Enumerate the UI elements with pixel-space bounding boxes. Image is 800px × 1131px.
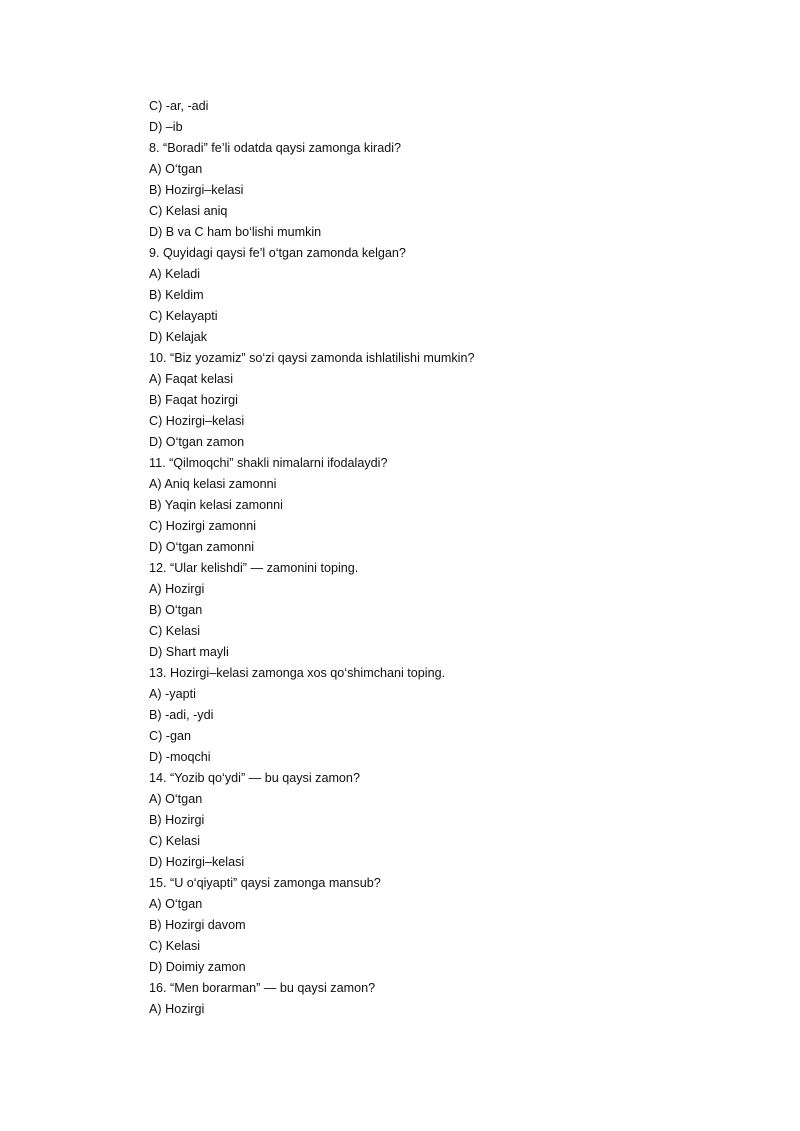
answer-option-line: D) B va C ham bo‘lishi mumkin (149, 225, 322, 239)
answer-option-line: B) Faqat hozirgi (149, 393, 238, 407)
question-line: 13. Hozirgi–kelasi zamonga xos qo‘shimchani toping. (149, 666, 446, 680)
answer-option-line: A) O‘tgan (149, 162, 203, 176)
answer-option-line: C) Hozirgi–kelasi (149, 414, 245, 428)
answer-option-line: A) -yapti (149, 687, 196, 701)
answer-option-line: D) Kelajak (149, 330, 208, 344)
answer-option-line: D) –ib (149, 120, 183, 134)
document-body (149, 96, 709, 1020)
question-line: 10. “Biz yozamiz” so‘zi qaysi zamonda ishlatilishi mumkin? (149, 351, 475, 365)
answer-option-line: B) Hozirgi davom (149, 918, 246, 932)
answer-option-line: C) Kelasi aniq (149, 204, 228, 218)
answer-option-line: A) Hozirgi (149, 582, 205, 596)
answer-option-line: A) Hozirgi (149, 1002, 205, 1016)
answer-option-line: D) O‘tgan zamonni (149, 540, 254, 554)
answer-option-line: D) Shart mayli (149, 645, 229, 659)
answer-option-line: A) Faqat kelasi (149, 372, 233, 386)
answer-option-line: C) Kelasi (149, 939, 201, 953)
answer-option-line: D) Doimiy zamon (149, 960, 246, 974)
question-line: 11. “Qilmoqchi” shakli nimalarni ifodalaydi? (149, 456, 388, 470)
question-line: 8. “Boradi” fe’li odatda qaysi zamonga kiradi? (149, 141, 402, 155)
answer-option-line: C) -ar, -adi (149, 99, 209, 113)
answer-option-line: C) Kelasi (149, 834, 201, 848)
answer-option-line: C) Hozirgi zamonni (149, 519, 257, 533)
answer-option-line: C) Kelasi (149, 624, 201, 638)
answer-option-line: B) Hozirgi (149, 813, 205, 827)
answer-option-line: D) Hozirgi–kelasi (149, 855, 245, 869)
answer-option-line: D) O‘tgan zamon (149, 435, 245, 449)
answer-option-line: B) O‘tgan (149, 603, 203, 617)
answer-option-line: A) O‘tgan (149, 897, 203, 911)
answer-option-line: B) Yaqin kelasi zamonni (149, 498, 283, 512)
question-line: 15. “U o‘qiyapti” qaysi zamonga mansub? (149, 876, 381, 890)
answer-option-line: C) -gan (149, 729, 191, 743)
question-line: 14. “Yozib qo‘ydi” — bu qaysi zamon? (149, 771, 360, 785)
question-line: 16. “Men borarman” — bu qaysi zamon? (149, 981, 376, 995)
answer-option-line: D) -moqchi (149, 750, 211, 764)
answer-option-line: A) Keladi (149, 267, 201, 281)
answer-option-line: B) -adi, -ydi (149, 708, 214, 722)
answer-option-line: B) Hozirgi–kelasi (149, 183, 244, 197)
answer-option-line: C) Kelayapti (149, 309, 218, 323)
answer-option-line: B) Keldim (149, 288, 204, 302)
answer-option-line: A) O‘tgan (149, 792, 203, 806)
question-line: 12. “Ular kelishdi” — zamonini toping. (149, 561, 359, 575)
question-line: 9. Quyidagi qaysi fe’l o‘tgan zamonda kelgan? (149, 246, 406, 260)
answer-option-line: A) Aniq kelasi zamonni (149, 477, 277, 491)
